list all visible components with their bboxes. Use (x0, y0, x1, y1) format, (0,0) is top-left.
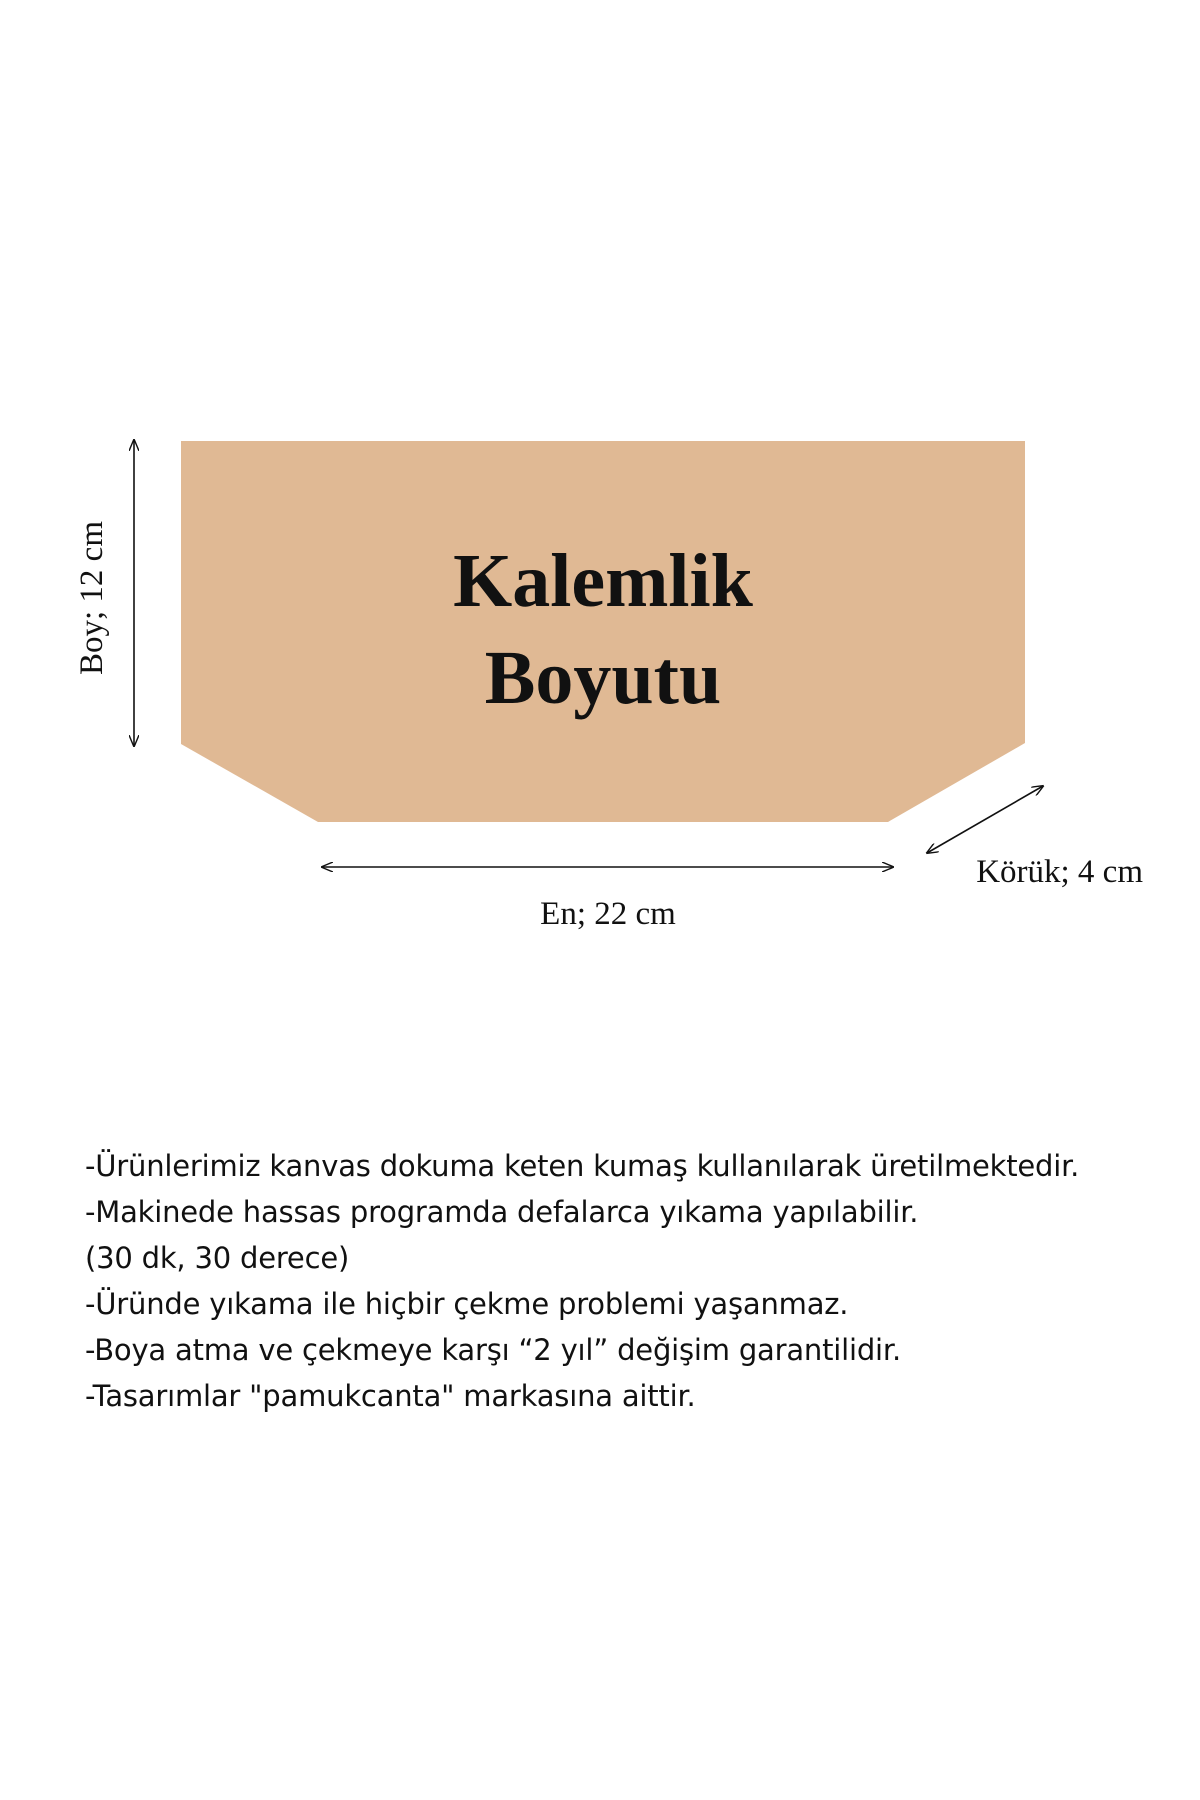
note-washing-settings: (30 dk, 30 derece) (85, 1241, 350, 1275)
note-warranty: -Boya atma ve çekmeye karşı “2 yıl” değişim garantilidir. (85, 1333, 901, 1367)
height-label: Boy; 12 cm (74, 521, 110, 675)
gusset-dimension-arrow (927, 786, 1043, 853)
note-fabric: -Ürünlerimiz kanvas dokuma keten kumaş kullanılarak üretilmektedir. (85, 1149, 1080, 1183)
product-notes (85, 1143, 1145, 1419)
width-label: En; 22 cm (540, 896, 676, 932)
gusset-label: Körük; 4 cm (976, 854, 1143, 890)
note-washing: -Makinede hassas programda defalarca yıkama yapılabilir. (85, 1195, 919, 1229)
note-brand: -Tasarımlar "pamukcanta" markasına aittir. (85, 1379, 696, 1413)
pencil-case-shape (181, 441, 1025, 822)
diagram-title-line-2: Boyutu (484, 636, 722, 720)
diagram-title-line-1: Kalemlik (453, 539, 753, 623)
note-no-shrink: -Üründe yıkama ile hiçbir çekme problemi yaşanmaz. (85, 1287, 849, 1321)
